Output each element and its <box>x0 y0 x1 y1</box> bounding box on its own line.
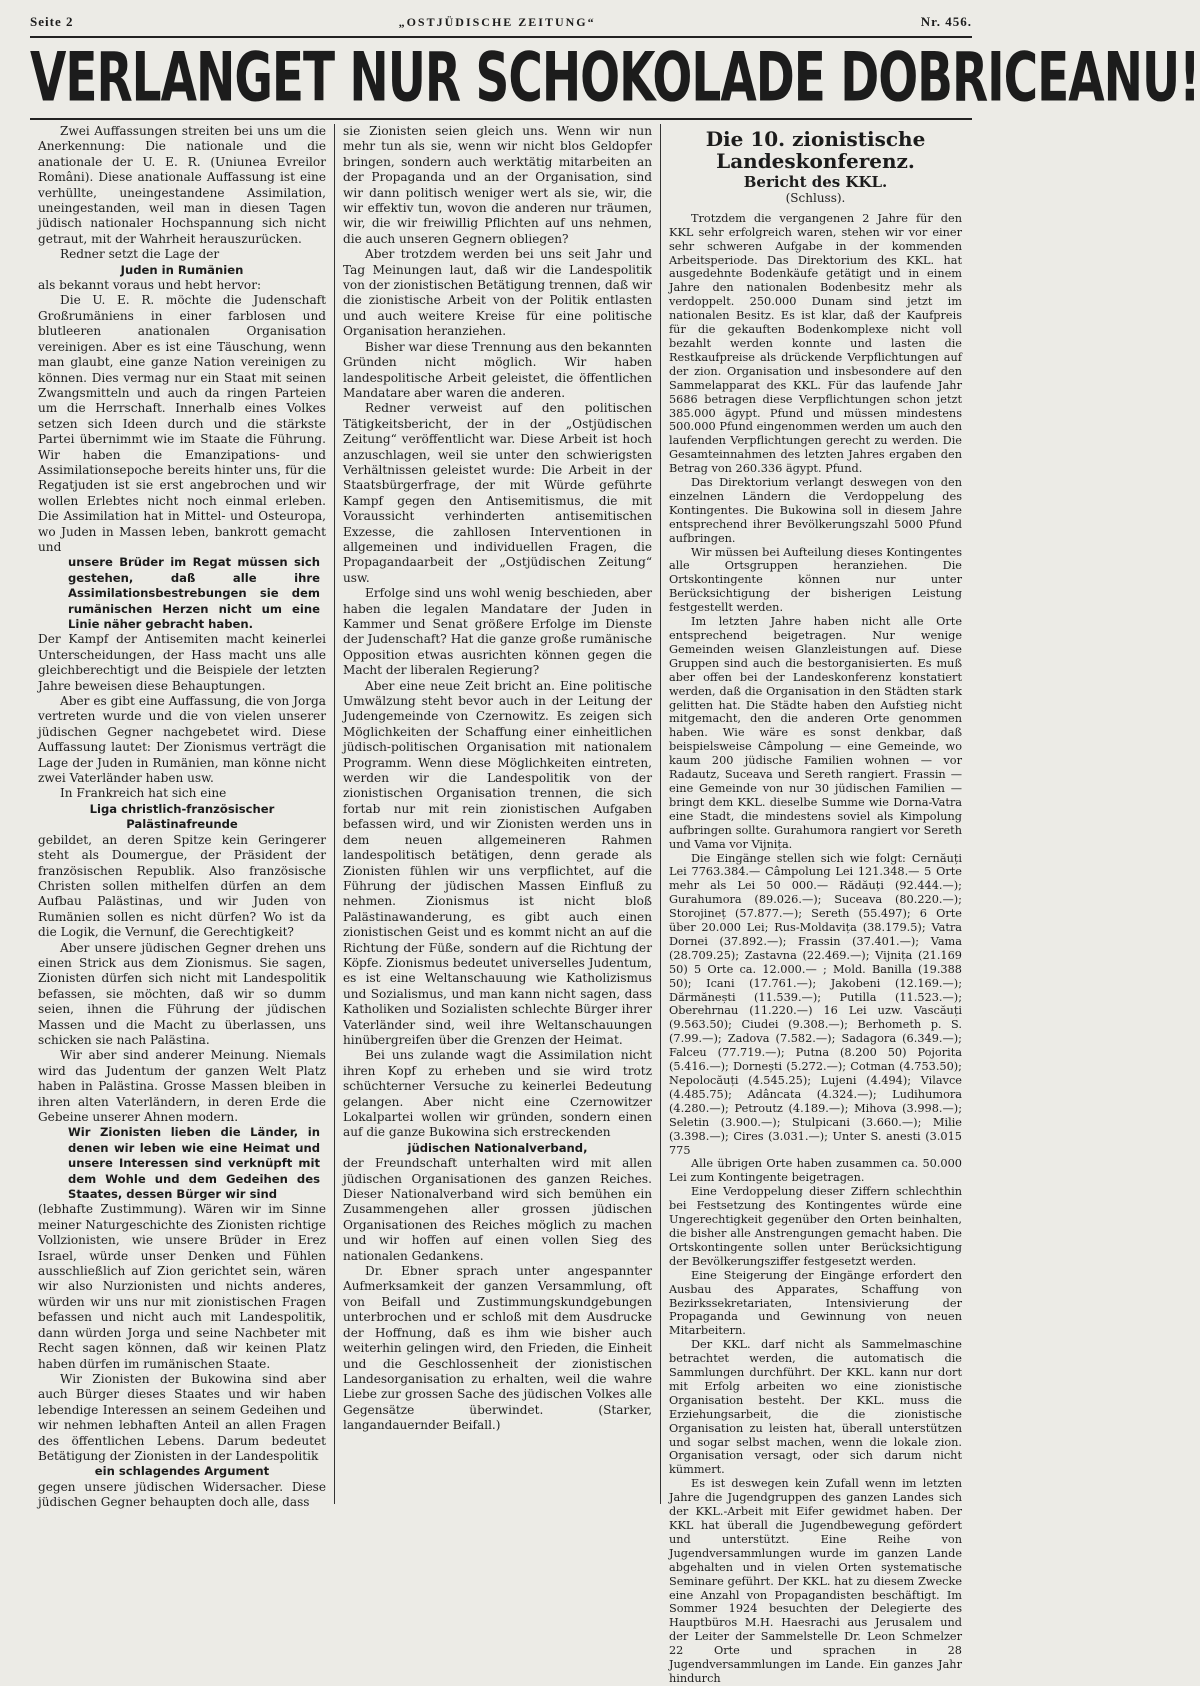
paragraph: Trotzdem die vergangenen 2 Jahre für den KKL sehr erfolgreich waren, stehen wir vor einer sehr schweren Aufgabe in der kommenden Arbeitsperiode. Das Direktorium des KKL. hat ausgedehnte Bodenkäufe getätigt und in einem Jahre den nationalen Bodenbesitz mehr als verdoppelt. 250.000 Dunam sind jetzt im nationalen Besitz. Es ist klar, daß der Kaufpreis für die gekauften Bodenkomplexe nicht voll bezahlt werden konnte und lasten die Restkaufpreise als drückende Verpflichtungen auf der zion. Organisation und insbesondere auf den Sammelapparat des KKL. Für das laufende Jahr 5686 betragen diese Verpflichtungen schon jetzt 385.000 ägypt. Pfund und müssen mindestens 500.000 Pfund eingenommen werden um auch den laufenden Verpflichtungen gerecht zu werden. Die Gesamteinnahmen des letzten Jahres ergaben den Betrag von 260.336 ägypt. Pfund. <box>669 211 962 476</box>
advertisement-banner: VERLANGET NUR SCHOKOLADE DOBRICEANU! <box>30 38 1200 118</box>
paragraph: gegen unsere jüdischen Widersacher. Diese jüdischen Gegner behaupten doch alle, dass <box>38 1479 326 1510</box>
paragraph: Bei uns zulande wagt die Assimilation nicht ihren Kopf zu erheben und sie wird trotz schüchterner Versuche zu keinerlei Bedeutung gelangen. Aber nicht eine Czernowitzer Lokalpartei wollen wir gründen, sondern einen auf die ganze Bukowina sich erstreckenden <box>343 1048 652 1140</box>
paragraph: Aber es gibt eine Auffassung, die von Jorga vertreten wurde und die von vielen unserer jüdischen Gegner nachgebetet wird. Diese Auffassung lautet: Der Zionismus verträgt die Lage der Juden in Rumänien, man könne nicht zwei Vaterländer haben usw. <box>38 694 326 786</box>
paragraph: Erfolge sind uns wohl wenig beschieden, aber haben die legalen Mandatare der Juden in Kammer und Senat größere Erfolge im Dienste der Judenschaft? Hat die ganze große rumänische Opposition etwas ausrichten können gegen die Macht der liberalen Regierung? <box>343 586 652 678</box>
paragraph: als bekannt voraus und hebt hervor: <box>38 278 262 293</box>
page-number: Seite 2 <box>30 14 74 29</box>
section-heading: ein schlagendes Argument <box>94 1464 270 1479</box>
column-2 <box>334 124 660 1504</box>
section-heading: Liga christlich-französischer Palästinafreunde <box>89 801 275 832</box>
paragraph: Wir aber sind anderer Meinung. Niemals wird das Judentum der ganzen Welt Platz haben in Palästina. Grosse Massen bleiben in ihren alten Vaterländern, in deren Erde die Gebeine unserer Ahnen modern. <box>38 1048 326 1124</box>
article-subtitle: Bericht des KKL. <box>743 173 888 191</box>
paragraph: Redner verweist auf den politischen Tätigkeitsbericht, der in der „Ostjüdischen Zeitung“ veröffentlicht war. Diese Arbeit ist hoch anzuschlagen, weil sie unter den schwierigsten Verhältnissen geleistet wurde: Die Arbeit in der Staatsbürgerfrage, der mit Würde geführte Kampf gegen den Antisemitismus, die mit Voraussicht verhinderten antisemitischen Exzesse, die zahllosen Interventionen in allgemeinen und individuellen Fragen, die Propagandaarbeit der „Ostjüdischen Zeitung“ usw. <box>343 401 652 585</box>
article-note: (Schluss). <box>785 190 846 205</box>
column-3 <box>660 124 970 1685</box>
paragraph: Der Kampf der Antisemiten macht keinerlei Unterscheidungen, der Hass macht uns alle gleichberechtigt und die Beispiele der letzten Jahre beweisen diese Behauptungen. <box>38 632 326 693</box>
paragraph: Wir Zionisten der Bukowina sind aber auch Bürger dieses Staates und wir haben lebendige Interessen an seinem Gedeihen und wir nehmen lebhaften Anteil an allen Fragen des öffentlichen Lebens. Darum bedeutet Betätigung der Zionisten in der Landespolitik <box>38 1371 326 1463</box>
paragraph: Das Direktorium verlangt deswegen von den einzelnen Ländern die Verdoppelung des Kontingentes. Die Bukowina soll in diesem Jahre entsprechend ihrer Bevölkerungszahl 5000 Pfund aufbringen. <box>669 476 962 545</box>
section-heading: jüdischen Nationalverband, <box>407 1140 588 1155</box>
paragraph: Aber eine neue Zeit bricht an. Eine politische Umwälzung steht bevor auch in der Leitung der Judengemeinde von Czernowitz. Es zeigen sich Möglichkeiten der Schaffung einer einheitlichen jüdisch-politischen Organisation mit nationalem Programm. Wenn diese Möglichkeiten eintreten, werden wir die Landespolitik von der zionistischen Organisation trennen, die sich fortab nur mit rein zionistischen Aufgaben befassen wird, und wir Zionisten werden uns in dem neuen allgemeineren Rahmen landespolitisch betätigen, denn gerade als Zionisten fühlen wir uns verpflichtet, auf die Führung der jüdischen Massen Einfluß zu nehmen. Zionismus ist nicht bloß Palästinawanderung, es gibt auch einen zionistischen Geist und es kommt nicht an auf die Richtung der Füße, sondern auf die Richtung der Köpfe. Zionismus bedeutet universelles Judentum, es ist eine Weltanschauung wie Katholizismus und Sozialismus, und man kann nicht sagen, dass Katholiken und Sozialisten schlechte Bürger ihrer Vaterländer sind, weil ihre Weltanschauungen hinübergreifen über die Grenzen der Heimat. <box>343 678 652 1047</box>
article-columns <box>30 124 972 1685</box>
paragraph: Alle übrigen Orte haben zusammen ca. 50.000 Lei zum Kontingente beigetragen. <box>669 1157 962 1185</box>
emphasized-paragraph: Wir Zionisten lieben die Länder, in denen wir leben wie eine Heimat und unsere Interessen sind verknüpft mit dem Wohle und dem Gedeihen des Staates, dessen Bürger wir sind <box>68 1125 320 1202</box>
column-1 <box>30 124 334 1510</box>
paragraph: Der KKL. darf nicht als Sammelmaschine betrachtet werden, die automatisch die Sammlungen durchführt. Der KKL. kann nur dort mit Erfolg arbeiten wo eine zionistische Organisation besteht. Der KKL. muss die Erziehungsarbeit, die die zionistische Organisation zu leisten hat, überall unterstützen und sogar selbst machen, wenn die lokale zion. Organisation versagt, oder sich darum nicht kümmert. <box>669 1338 962 1477</box>
column-3-body <box>669 212 962 1686</box>
running-header <box>30 14 972 34</box>
paragraph: Eine Verdoppelung dieser Ziffern schlechthin bei Festsetzung des Kontingentes würde eine Ungerechtigkeit gegenüber den Orten beinhalten, die bisher alle Anstrengungen gemacht haben. Die Ortskontingente sollen unter Berücksichtigung der Bevölkerungsziffer festgesetzt werden. <box>669 1185 962 1268</box>
paragraph: Wir müssen bei Aufteilung dieses Kontingentes alle Ortsgruppen heranziehen. Die Ortskontingente können nur unter Berücksichtigung der bisherigen Leistung festgestellt werden. <box>669 545 962 615</box>
paragraph: Die U. E. R. möchte die Judenschaft Großrumäniens in einer farblosen und blutleeren anationalen Organisation vereinigen. Aber es ist eine Täuschung, wenn man glaubt, eine ganze Nation vereinigen zu können. Dies vermag nur ein Staat mit seinen Zwangsmitteln und auch da ringen Parteien um die Herrschaft. Innerhalb eines Volkes setzen sich Ideen durch und die stärkste Partei übernimmt wie im Staate die Führung. Wir haben die Emanzipations- und Assimilationsepoche bereits hinter uns, für die Regatjuden ist sie erst angebrochen und wir wollen Erlebtes nicht noch einmal erleben. Die Assimilation hat in Mittel- und Osteuropa, wo Juden in Massen leben, bankrott gemacht und <box>38 293 326 554</box>
paragraph: Aber trotzdem werden bei uns seit Jahr und Tag Meinungen laut, daß wir die Landespolitik von der zionistischen Betätigung trennen, daß wir die zionistische Arbeit von der Politik entlasten und auch weitere Kreise für eine politische Organisation heranziehen. <box>343 247 652 339</box>
paragraph: Es ist deswegen kein Zufall wenn im letzten Jahre die Jugendgruppen des ganzen Landes sich der KKL.-Arbeit mit Eifer gewidmet haben. Der KKL hat überall die Jugendbewegung gefördert und unterstützt. Eine Reihe von Jugendversammlungen wurde im ganzen Lande abgehalten und in vielen Orten systematische Seminare geführt. Der KKL. hat zu diesem Zwecke eine Anzahl von Propagandisten beschäftigt. Im Sommer 1924 besuchten der Delegierte des Hauptbüros M.H. Haesrachi aus Jerusalem und der Leiter der Sammelstelle Dr. Leon Schmelzer 22 Orte und sprachen in 28 Jugendversammlungen im Lande. Ein ganzes Jahr hindurch <box>669 1477 962 1685</box>
issue-number: Nr. 456. <box>920 14 972 29</box>
paragraph: Bisher war diese Trennung aus den bekannten Gründen nicht möglich. Wir haben landespolitische Arbeit geleistet, die öffentlichen Mandatare aber waren die anderen. <box>343 339 652 400</box>
paragraph: gebildet, an deren Spitze kein Geringerer steht als Doumergue, der Präsident der französischen Republik. Also französische Christen sollen mithelfen dürfen an dem Aufbau Palästinas, und wir Juden von Rumänien sollen es nicht dürfen? Wo ist da die Logik, die Vernunf, die Gerechtigkeit? <box>38 832 326 940</box>
masthead-title: „OSTJÜDISCHE ZEITUNG“ <box>398 15 596 29</box>
paragraph: Dr. Ebner sprach unter angespannter Aufmerksamkeit der ganzen Versammlung, oft von Beifall und Zustimmungskundgebungen unterbrochen und er schloß mit dem Ausdrucke der Hoffnung, daß es ihm wie bisher auch weiterhin gelingen wird, den Frieden, die Einheit und die Geschlossenheit der zionistischen Landesorganisation zu erhalten, weil die wahre Liebe zur grossen Sache des jüdischen Volkes alle Gegensätze überwindet. (Starker, langandauernder Beifall.) <box>343 1264 652 1433</box>
paragraph: der Freundschaft unterhalten wird mit allen jüdischen Organisationen des ganzen Reiches. Dieser Nationalverband wird sich bemühen ein Zusammengehen aller grossen jüdischen Organisationen des Reiches möglich zu machen und wir hoffen auf einen vollen Sieg des nationalen Gedankens. <box>343 1156 652 1263</box>
paragraph: Eine Steigerung der Eingänge erfordert den Ausbau des Apparates, Schaffung von Bezirkssekretariaten, Intensivierung der Propaganda und Gewinnung von neuen Mitarbeitern. <box>669 1268 962 1338</box>
paragraph: Im letzten Jahre haben nicht alle Orte entsprechend beigetragen. Nur wenige Gemeinden weisen Glanzleistungen auf. Diese Gruppen sind auch die bestorganisierten. Es muß aber offen bei der Landeskonferenz konstatiert werden, daß die Organisation in den Städten stark gelitten hat. Die Städte haben den Aufstieg nicht mitgemacht, den die anderen Orte genommen haben. Wie wäre es sonst denkbar, daß beispielsweise Câmpolung — eine Gemeinde, wo kaum 200 jüdische Familien wohnen — vor Radautz, Suceava und Sereth rangiert. Frassin — eine Gemeinde von nur 30 jüdischen Familien — bringt dem KKL. dieselbe Summe wie Dorna-Vatra eine Stadt, die mindestens soviel als Kimpolung aufbringen sollte. Gurahumora rangiert vor Sereth und Vama vor Vijnița. <box>669 615 962 851</box>
section-heading: Juden in Rumänien <box>120 262 244 277</box>
paragraph: Die Eingänge stellen sich wie folgt: Cernăuți Lei 7763.384.— Câmpolung Lei 121.348.— 5 Orte mehr als Lei 50 000.— Rădăuți (92.444.—); Gurahumora (89.026.—); Suceava (80.220.—); Storojineț (57.877.—); Sereth (55.497); 6 Orte über 20.000 Lei; Rus-Moldavița (38.179.5); Vatra Dornei (37.892.—); Frassin (37.401.—); Vama (28.709.25); Zastavna (22.469.—); Vijnița (21.169 50) 5 Orte ca. 12.000.— ; Mold. Banilla (19.388 50); Icani (17.761.—); Jakobeni (12.169.—); Dărmănești (11.539.—); Putilla (11.523.—); Oberehrnau (11.220.—) 16 Lei uzw. Vascăuți (9.563.50); Ciudei (9.308.—); Berhometh p. S. (7.99.—); Zadova (7.582.—); Sadagora (6.349.—); Falceu (77.719.—); Putna (8.200 50) Pojorita (5.416.—); Dornești (5.272.—); Cotman (4.753.50); Nepolocăuți (4.545.25); Lujeni (4.494); Vilavce (4.485.75); Adâncata (4.324.—); Ludihumora (4.280.—); Petroutz (4.189.—); Mihova (3.998.—); Seletin (3.900.—); Stulpicani (3.660.—); Milie (3.398.—); Cires (3.031.—); Unter S. anesti (3.015 775 <box>669 851 962 1157</box>
article-title: Die 10. zionistische Landeskonferenz. <box>705 127 926 173</box>
paragraph: In Frankreich hat sich eine <box>60 786 227 801</box>
paragraph: sie Zionisten seien gleich uns. Wenn wir nun mehr tun als sie, wenn wir nicht blos Geldopfer bringen, sondern auch werktätig mitarbeiten an der Propaganda und an der Organisation, sind wir dann politisch weniger wert als sie, wir, die wir effektiv tun, wovon die anderen nur träumen, wir, die wir freiwillig Pflichten auf uns nehmen, die auch unseren Gegnern obliegen? <box>343 124 652 246</box>
paragraph: Redner setzt die Lage der <box>60 247 220 262</box>
paragraph: Aber unsere jüdischen Gegner drehen uns einen Strick aus dem Zionismus. Sie sagen, Zionisten dürfen sich nicht mit Landespolitik befassen, sie möchten, daß wir so dumm seien, ihnen die Führung der jüdischen Massen und die Macht zu überlassen, uns schicken sie nach Palästina. <box>38 940 326 1047</box>
emphasized-paragraph: unsere Brüder im Regat müssen sich gestehen, daß alle ihre Assimilationsbestrebungen sie dem rumänischen Herzen nicht um eine Linie näher gebracht haben. <box>68 555 320 631</box>
paragraph: Zwei Auffassungen streiten bei uns um die Anerkennung: Die nationale und die anationale der U. E. R. (Uniunea Evreilor Români). Diese anationale Auffassung ist eine verhüllte, uneingestandene Assimilation, uneingestanden, weil man in diesen Tagen jüdisch nationaler Hochspannung sich nicht getraut, mit der Wahrheit herauszurücken. <box>38 124 326 246</box>
paragraph: (lebhafte Zustimmung). Wären wir im Sinne meiner Naturgeschichte des Zionisten richtige Vollzionisten, wie unsere Brüder in Erez Israel, würde unser Denken und Fühlen ausschließlich auf Zion gerichtet sein, wären wir also Nurzionisten und nichts anderes, würden wir uns nur mit zionistischen Fragen befassen und nicht auch mit Landespolitik, dann würden Jorga und seine Nachbeter mit Recht sagen können, daß wir keinen Platz haben dürfen im rumänischen Staate. <box>38 1202 326 1371</box>
